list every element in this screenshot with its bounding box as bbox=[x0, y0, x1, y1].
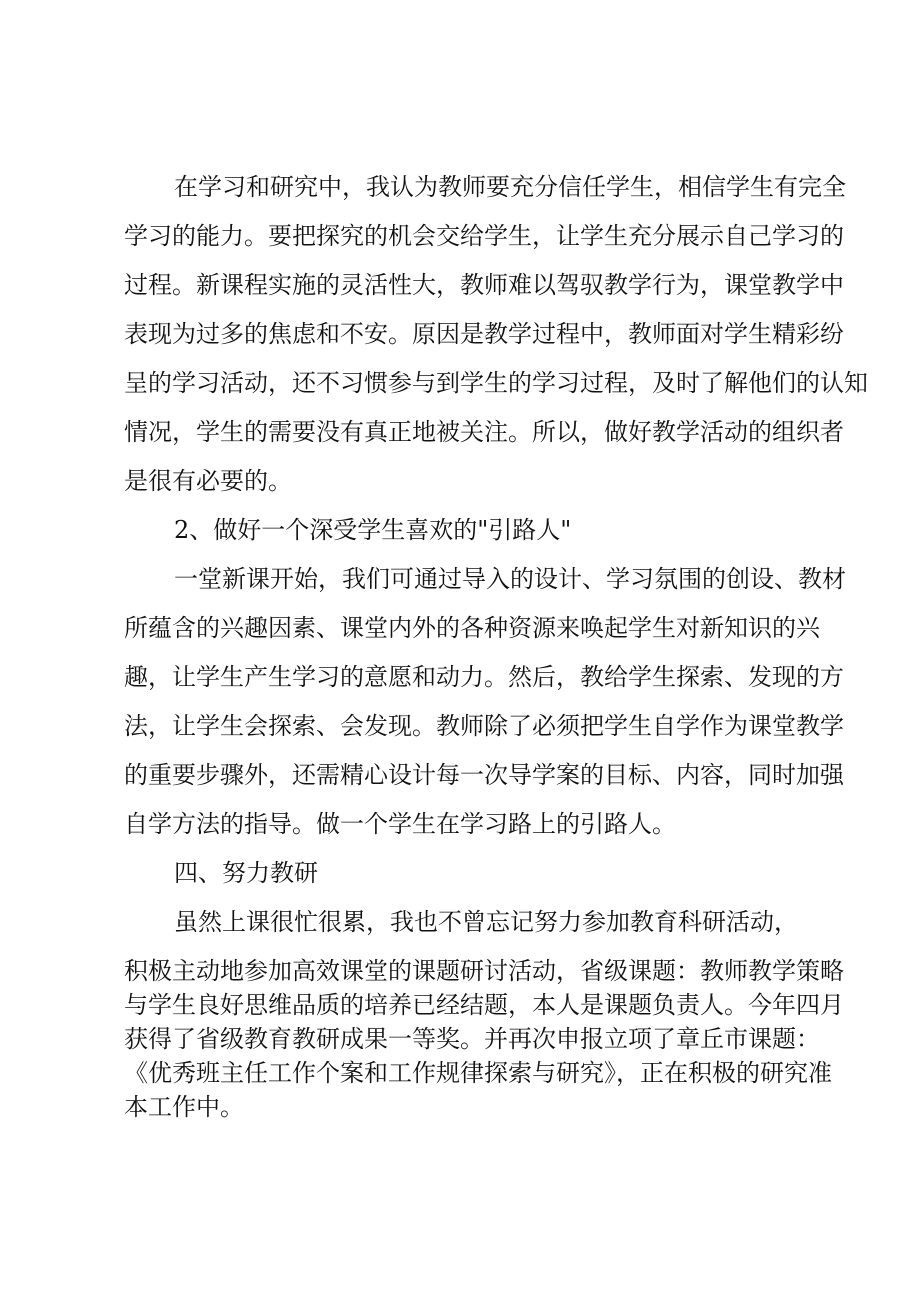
paragraph-4-line-5: 本工作中。 bbox=[124, 1093, 244, 1121]
section-heading-2: 2、做好一个深受学生喜欢的"引路人" bbox=[174, 516, 572, 544]
paragraph-2-line-4: 法，让学生会探索、会发现。教师除了必须把学生自学作为课堂教学 bbox=[124, 712, 844, 740]
paragraph-1-line-7: 是很有必要的。 bbox=[124, 467, 292, 495]
paragraph-3-line-1: 虽然上课很忙很累，我也不曾忘记努力参加教育科研活动， bbox=[174, 908, 798, 936]
paragraph-1-line-4: 表现为过多的焦虑和不安。原因是教学过程中，教师面对学生精彩纷 bbox=[124, 320, 844, 348]
paragraph-4-line-4: 《优秀班主任工作个案和工作规律探索与研究》，正在积极的研究准 bbox=[124, 1059, 832, 1087]
paragraph-4-line-2: 与学生良好思维品质的培养已经结题，本人是课题负责人。今年四月 bbox=[124, 991, 844, 1019]
section-heading-4: 四、努力教研 bbox=[174, 859, 318, 887]
paragraph-4-line-3: 获得了省级教育教研成果一等奖。并再次申报立项了章丘市课题： bbox=[124, 1025, 820, 1053]
paragraph-4-line-1: 积极主动地参加高效课堂的课题研讨活动，省级课题：教师教学策略 bbox=[124, 957, 844, 985]
paragraph-1-line-6: 情况，学生的需要没有真正地被关注。所以，做好教学活动的组织者 bbox=[124, 418, 844, 446]
paragraph-2-line-2: 所蕴含的兴趣因素、课堂内外的各种资源来唤起学生对新知识的兴 bbox=[124, 614, 820, 642]
paragraph-1-line-2: 学习的能力。要把探究的机会交给学生，让学生充分展示自己学习的 bbox=[124, 222, 844, 250]
paragraph-1-line-3: 过程。新课程实施的灵活性大，教师难以驾驭教学行为，课堂教学中 bbox=[124, 271, 844, 299]
paragraph-2-line-5: 的重要步骤外，还需精心设计每一次导学案的目标、内容，同时加强 bbox=[124, 761, 844, 789]
paragraph-1-line-5: 呈的学习活动，还不习惯参与到学生的学习过程，及时了解他们的认知 bbox=[124, 369, 868, 397]
paragraph-2-line-1: 一堂新课开始，我们可通过导入的设计、学习氛围的创设、教材 bbox=[174, 565, 846, 593]
paragraph-2-line-6: 自学方法的指导。做一个学生在学习路上的引路人。 bbox=[124, 810, 676, 838]
paragraph-2-line-3: 趣，让学生产生学习的意愿和动力。然后，教给学生探索、发现的方 bbox=[124, 663, 844, 691]
paragraph-1-line-1: 在学习和研究中，我认为教师要充分信任学生，相信学生有完全 bbox=[174, 173, 846, 201]
